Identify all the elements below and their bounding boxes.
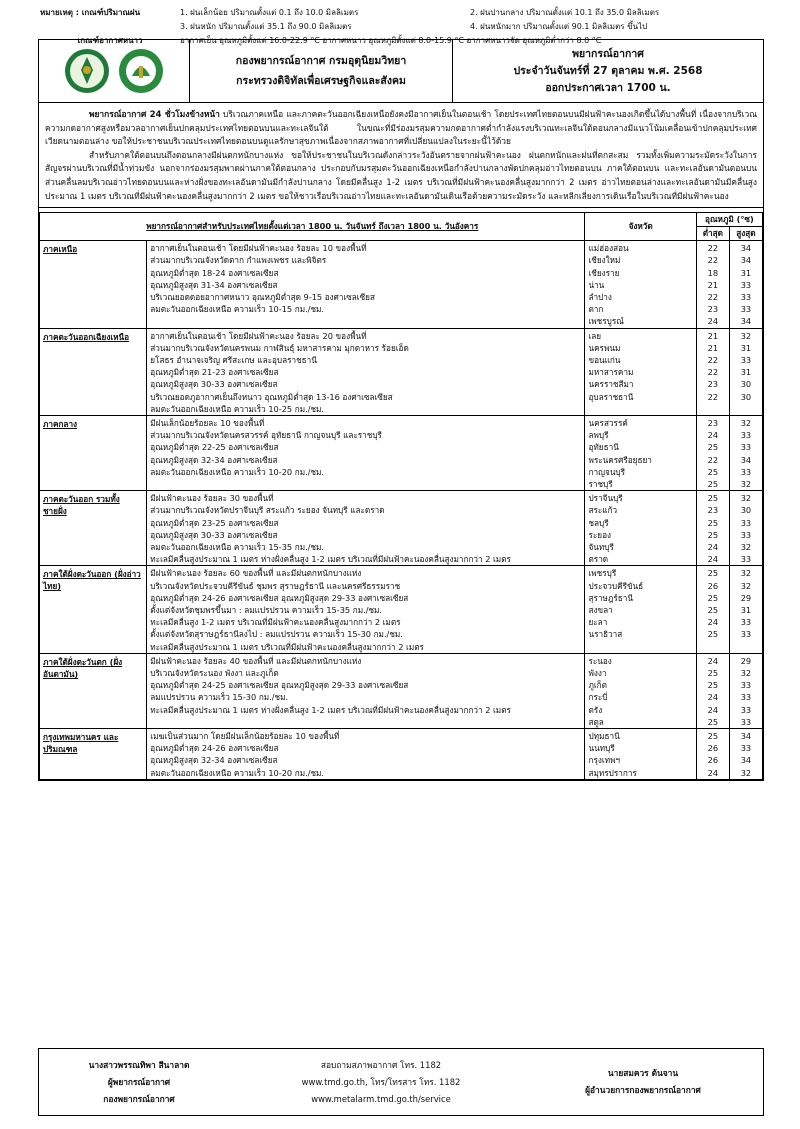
min-temp: 22 [707, 454, 719, 465]
province-list [585, 653, 696, 728]
description-line: เมฆเป็นส่วนมาก โดยมีฝนเล็กน้อยร้อยละ 10 ของพื้นที่ [150, 731, 340, 742]
rain-criteria-4: 4. ฝนหนักมาก ปริมาณตั้งแต่ 90.1 มิลลิเมตร ขึ้นไป [470, 22, 648, 31]
forecast-title-block [453, 40, 763, 102]
max-temp: 31 [740, 367, 752, 378]
max-temp: 33 [740, 354, 752, 365]
min-temp: 18 [707, 267, 719, 278]
min-temp-list [696, 491, 729, 566]
min-temp-list [696, 241, 729, 328]
min-temp: 22 [707, 367, 719, 378]
province-name: เชียงราย [588, 267, 620, 278]
summary-lead: พยากรณ์อากาศ 24 ชั่วโมงข้างหน้า [89, 109, 220, 119]
province-name: อุบลราชธานี [588, 391, 634, 402]
province-name: เชียงใหม่ [588, 255, 621, 266]
province-name: เพชรบุรี [588, 568, 617, 579]
province-name: มหาสารคาม [588, 367, 634, 378]
region-row [40, 491, 763, 566]
min-temp: 23 [707, 418, 719, 428]
province-name: สุราษฎร์ธานี [588, 592, 633, 603]
province-name: กาญจนบุรี [588, 466, 626, 477]
description-line: มีฝนฟ้าคะนอง ร้อยละ 60 ของพื้นที่ และมีฝนตกหนักบางแห่ง [150, 568, 362, 579]
min-temp: 22 [707, 255, 719, 266]
min-temp: 22 [707, 291, 719, 302]
region-row [40, 241, 763, 328]
description-line: อุณหภูมิต่ำสุด 23-25 องศาเซลเซียส [150, 517, 279, 528]
min-temp: 23 [707, 505, 719, 516]
province-name: ประจวบคีรีขันธ์ [588, 580, 644, 591]
region-description [147, 566, 585, 653]
max-temp-list [729, 416, 762, 491]
tmd-emblem-icon [64, 48, 110, 94]
min-temp: 23 [707, 379, 719, 390]
description-line: อุณหภูมิต่ำสุด 18-24 องศาเซลเซียส [150, 267, 279, 278]
province-name: แม่ฮ่องสอน [588, 243, 629, 254]
region-description [147, 241, 585, 328]
max-temp: 30 [740, 379, 752, 390]
min-temp: 24 [707, 617, 719, 628]
director-role: ผู้อำนวยการกองพยากรณ์อากาศ [585, 1085, 701, 1095]
region-row [40, 416, 763, 491]
province-list [585, 328, 696, 415]
province-name: กระบี่ [588, 692, 608, 703]
max-temp: 32 [740, 479, 752, 490]
province-name: ตราด [588, 554, 609, 565]
region-name: กรุงเทพมหานคร และปริมณฑล [40, 729, 147, 780]
description-line: ส่วนมากบริเวณจังหวัดตาก กำแพงเพชร และพิจิตร [150, 255, 327, 266]
max-temp-list [729, 491, 762, 566]
document-header [39, 40, 763, 103]
province-list [585, 729, 696, 780]
max-temp: 34 [740, 755, 752, 766]
min-temp: 21 [707, 279, 719, 290]
description-line: บริเวณยอดดอยอากาศหนาว อุณหภูมิต่ำสุด 9-15 องศาเซลเซียส [150, 291, 375, 302]
ministry-emblem-icon [118, 48, 164, 94]
min-temp: 25 [707, 592, 719, 603]
province-name: พระนครศรีอยุธยา [588, 454, 652, 465]
rain-criteria-2: 2. ฝนปานกลาง ปริมาณตั้งแต่ 10.1 ถึง 35.0 มิลลิเมตร [470, 8, 660, 17]
province-name: ภูเก็ต [588, 680, 607, 691]
signature-footer [38, 1048, 764, 1116]
description-line: ทะเลมีคลื่นสูงประมาณ 1 เมตร ห่างฝั่งคลื่นสูง 1-2 เมตร บริเวณที่มีฝนฟ้าคะนองคลื่นสูงมากกว่า 2 เมตร [150, 554, 511, 565]
province-name: สระแก้ว [588, 505, 618, 516]
min-temp: 25 [707, 668, 719, 679]
cold-criteria-label: เกณฑ์อากาศหนาว [77, 36, 143, 45]
region-row [40, 729, 763, 780]
max-temp: 31 [740, 267, 752, 278]
region-row [40, 566, 763, 653]
description-line: มีฝนเล็กน้อยร้อยละ 10 ของพื้นที่ [150, 418, 265, 428]
region-name: ภาคตะวันออกเฉียงเหนือ [40, 328, 147, 415]
province-name: นราธิวาส [588, 629, 623, 640]
min-temp: 25 [707, 517, 719, 528]
summary-paragraph-1 [45, 108, 757, 149]
max-temp: 34 [740, 255, 752, 266]
contact-website[interactable]: www.tmd.go.th, โทร/โทรสาร โทร. 1182 [301, 1076, 461, 1087]
description-line: ส่วนมากบริเวณจังหวัดปราจีนบุรี สระแก้ว ระยอง จันทบุรี และตราด [150, 505, 385, 516]
description-line: ตั้งแต่จังหวัดชุมพรขึ้นมา : ลมแปรปรวน ความเร็ว 15-35 กม./ชม. [150, 605, 383, 616]
forecast-table-wrap [39, 212, 763, 780]
description-line: บริเวณยอดภูอากาศเย็นถึงหนาว อุณหภูมิต่ำสุด 13-16 องศาเซลเซียส [150, 391, 393, 402]
province-name: น่าน [588, 279, 605, 290]
province-name: พังงา [588, 668, 607, 679]
province-name: ปราจีนบุรี [588, 493, 623, 504]
max-temp: 33 [740, 680, 752, 691]
max-temp: 32 [740, 568, 752, 579]
min-temp: 26 [707, 743, 719, 754]
contact-block [239, 1049, 523, 1115]
min-temp-list [696, 729, 729, 780]
province-name: จันทบุรี [588, 542, 614, 553]
province-list [585, 566, 696, 653]
min-temp: 24 [707, 542, 719, 553]
description-line: ทะเลมีคลื่นสูง 1-2 เมตร บริเวณที่มีฝนฟ้าคะนองคลื่นสูงมากกว่า 2 เมตร [150, 617, 401, 628]
description-line: อากาศเย็นในตอนเช้า โดยมีฝนฟ้าคะนอง ร้อยละ 20 ของพื้นที่ [150, 330, 367, 341]
forecast-table [39, 212, 763, 780]
organization-block [190, 40, 453, 102]
description-line: อุณหภูมิสูงสุด 30-33 องศาเซลเซียส [150, 529, 278, 540]
max-temp-list [729, 566, 762, 653]
col-min: ต่ำสุด [696, 227, 729, 241]
max-temp: 33 [740, 291, 752, 302]
min-temp: 25 [707, 629, 719, 640]
description-line: อุณหภูมิสูงสุด 31-34 องศาเซลเซียส [150, 279, 278, 290]
min-temp: 25 [707, 466, 719, 477]
province-name: ขอนแก่น [588, 354, 621, 365]
rain-criteria-3: 3. ฝนหนัก ปริมาณตั้งแต่ 35.1 ถึง 90.0 มิลลิเมตร [180, 22, 352, 31]
max-temp: 34 [740, 243, 752, 254]
min-temp: 26 [707, 580, 719, 591]
description-line: บริเวณจังหวัดประจวบคีรีขันธ์ ชุมพร สุราษฎร์ธานี และนครศรีธรรมราช [150, 580, 401, 591]
min-temp: 24 [707, 430, 719, 441]
province-name: ยะลา [588, 617, 608, 628]
region-description [147, 653, 585, 728]
col-province: จังหวัด [585, 213, 696, 241]
description-line: อุณหภูมิต่ำสุด 24-26 องศาเซลเซียส [150, 743, 279, 754]
province-name: ตาก [588, 304, 604, 315]
province-name: สตูล [588, 716, 604, 727]
min-temp: 24 [707, 554, 719, 565]
min-temp-list [696, 653, 729, 728]
max-temp: 30 [740, 391, 752, 402]
province-name: ลพบุรี [588, 430, 609, 441]
max-temp: 33 [740, 279, 752, 290]
logo-group [39, 40, 190, 102]
description-line: มีฝนฟ้าคะนอง ร้อยละ 40 ของพื้นที่ และมีฝนตกหนักบางแห่ง [150, 655, 362, 666]
summary-text-1: บริเวณภาคเหนือ และภาคตะวันออกเฉียงเหนือยังคงมีอากาศเย็นในตอนเช้า โดยประเทศไทยตอนบนมีฝนฟ้าคะนองเกิดขึ้นได้บางพื้นที่ เนื่องจากบริเวณความกดอากาศสูงหรือมวลอากาศเย็นปกคลุมประเทศไทยตอนบนและทะเลจีนใต้ ในขณะที่มีร่องมรสุมความกดอากาศต่ำกำลังแรงบริเวณทะเลจีนใต้ตอนกลางมีแนวโน้มเคลื่อนเข้าปกคลุมประเทศเวียดนามตอนล่าง ขอให้ประชาชนบริเวณประเทศไทยตอนบนดูแลรักษาสุขภาพเนื่องจากสภาพอากาศที่เปลี่ยนแปลงในระยะนี้ไว้ด้วย [45, 109, 757, 147]
max-temp: 32 [740, 767, 752, 778]
description-line: ยโสธร อำนาจเจริญ ศรีสะเกษ และอุบลราชธานี [150, 354, 317, 365]
max-temp: 33 [740, 743, 752, 754]
province-name: ตรัง [588, 704, 603, 715]
min-temp: 22 [707, 354, 719, 365]
description-line: อากาศเย็นในตอนเช้า โดยมีฝนฟ้าคะนอง ร้อยละ 10 ของพื้นที่ [150, 243, 367, 254]
max-temp: 33 [740, 430, 752, 441]
min-temp: 22 [707, 243, 719, 254]
max-temp: 34 [740, 454, 752, 465]
province-list [585, 416, 696, 491]
description-line: ตั้งแต่จังหวัดสุราษฎร์ธานีลงไป : ลมแปรปรวน ความเร็ว 15-30 กม./ชม. [150, 629, 403, 640]
min-temp: 21 [707, 342, 719, 353]
min-temp: 25 [707, 568, 719, 579]
min-temp: 22 [707, 391, 719, 402]
summary-paragraph-2: สำหรับภาคใต้ตอนบนถึงตอนกลางมีฝนตกหนักบางแห่ง ขอให้ประชาชนในบริเวณดังกล่าวระวังอันตรายจากฝนฟ้าคะนอง ฝนตกหนักและฝนที่ตกสะสม รวมทั้งเพิ่มความระมัดระวังในการสัญจรผ่านบริเวณที่มีน้ำท่วมขัง นอกจากร่องมรสุมพาดผ่านภาคใต้ตอนกลาง ประกอบกับมรสุมตะวันออกเฉียงเหนือกำลังปานกลางพัดปกคลุมอ่าวไทยตอนบน ภาคใต้ตอนบน และทะเลอันดามันตอนบน ส่วนคลื่นลมบริเวณอ่าวไทยตอนบนและห่างฝั่งของทะเลอันดามันมีกำลังปานกลาง โดยมีคลื่นสูง 1-2 เมตร บริเวณที่มีฝนฟ้าคะนองคลื่นสูงมากกว่า 2 เมตร อ่าวไทยตอนล่างและทะเลอันดามันมีคลื่นสูงประมาณ 1 เมตร บริเวณที่มีฝนฟ้าคะนองคลื่นสูงมากกว่า 2 เมตร ขอให้ชาวเรือบริเวณอ่าวไทยและทะเลอันดามันเดินเรือด้วยความระมัดระวัง และหลีกเลี่ยงการเดินเรือในบริเวณที่มีฝนฟ้าคะนอง [45, 149, 757, 201]
max-temp: 33 [740, 442, 752, 453]
forecast-date: ประจำวันจันทร์ที่ 27 ตุลาคม พ.ศ. 2568 [513, 64, 703, 77]
max-temp: 33 [740, 692, 752, 703]
min-temp-list [696, 566, 729, 653]
min-temp: 25 [707, 442, 719, 453]
province-name: ราชบุรี [588, 479, 613, 490]
contact-service-link[interactable]: www.metalarm.tmd.go.th/service [311, 1093, 451, 1104]
max-temp-list [729, 241, 762, 328]
min-temp-list [696, 328, 729, 415]
region-name: ภาคตะวันออก รวมทั้งชายฝั่ง [40, 491, 147, 566]
region-description [147, 729, 585, 780]
forecaster-role: ผู้พยากรณ์อากาศ [107, 1076, 171, 1087]
rain-criteria-label: หมายเหตุ : เกณฑ์ปริมาณฝน [40, 8, 141, 17]
min-temp: 21 [707, 330, 719, 341]
cold-criteria: อากาศเย็น อุณหภูมิตั้งแต่ 16.0-22.9 °C อากาศหนาว อุณหภูมิตั้งแต่ 8.0-15.9 °C อากาศหนาวจัด อุณหภูมิต่ำกว่า 8.0 °C [180, 36, 602, 45]
province-name: ลำปาง [588, 291, 612, 302]
description-line: บริเวณจังหวัดระนอง พังงา และภูเก็ต [150, 668, 279, 679]
description-line: อุณหภูมิสูงสุด 30-33 องศาเซลเซียส [150, 379, 278, 390]
description-line: อุณหภูมิต่ำสุด 24-26 องศาเซลเซียส อุณหภูมิสูงสุด 29-33 องศาเซลเซียส [150, 592, 409, 603]
description-line: ลมตะวันออกเฉียงเหนือ ความเร็ว 10-20 กม./ชม. [150, 767, 325, 778]
ministry-name: กระทรวงดิจิทัลเพื่อเศรษฐกิจและสังคม [236, 75, 406, 87]
forecaster-name: นางสาวพรรณทิพา สีนาลาด [88, 1059, 190, 1070]
min-temp: 23 [707, 304, 719, 315]
region-description [147, 328, 585, 415]
province-name: กรุงเทพฯ [588, 755, 621, 766]
max-temp: 33 [740, 466, 752, 477]
max-temp: 32 [740, 493, 752, 504]
description-line: ลมตะวันออกเฉียงเหนือ ความเร็ว 10-25 กม./ชม. [150, 403, 325, 414]
min-temp: 25 [707, 731, 719, 742]
province-name: นครพนม [588, 342, 621, 353]
forecast-title: พยากรณ์อากาศ [572, 47, 644, 60]
description-line: ส่วนมากบริเวณจังหวัดนครสวรรค์ อุทัยธานี กาญจนบุรี และราชบุรี [150, 430, 382, 441]
region-name: ภาคกลาง [40, 416, 147, 491]
province-name: นครสวรรค์ [588, 418, 628, 428]
description-line: ส่วนมากบริเวณจังหวัดนครพนม กาฬสินธุ์ มหาสารคาม มุกดาหาร ร้อยเอ็ด [150, 342, 409, 353]
director-name: นายสมควร ต้นจาน [607, 1068, 679, 1078]
forecaster-block [39, 1049, 239, 1115]
description-line: ทะเลมีคลื่นสูงประมาณ 1 เมตร ห่างฝั่งคลื่นสูง 1-2 เมตร บริเวณที่มีฝนฟ้าคะนองคลื่นสูงมากกว่า 2 เมตร [150, 704, 511, 715]
province-name: ระยอง [588, 529, 611, 540]
min-temp: 25 [707, 680, 719, 691]
region-name: ภาคใต้ฝั่งตะวันตก (ฝั่งอันดามัน) [40, 653, 147, 728]
region-name: ภาคเหนือ [40, 241, 147, 328]
max-temp-list [729, 653, 762, 728]
max-temp: 33 [740, 629, 752, 640]
min-temp: 25 [707, 493, 719, 504]
description-line: ลมตะวันออกเฉียงเหนือ ความเร็ว 10-20 กม./ชม. [150, 466, 325, 477]
max-temp: 34 [740, 316, 752, 327]
min-temp: 25 [707, 479, 719, 490]
province-name: นครราชสีมา [588, 379, 634, 390]
max-temp-list [729, 729, 762, 780]
max-temp: 31 [740, 342, 752, 353]
max-temp: 32 [740, 330, 752, 341]
province-name: เพชรบูรณ์ [588, 316, 624, 327]
description-line: มีฝนฟ้าคะนอง ร้อยละ 30 ของพื้นที่ [150, 493, 274, 504]
max-temp: 33 [740, 554, 752, 565]
province-name: ระนอง [588, 655, 612, 666]
max-temp: 33 [740, 716, 752, 727]
max-temp: 33 [740, 517, 752, 528]
max-temp: 32 [740, 580, 752, 591]
min-temp: 25 [707, 605, 719, 616]
description-line: ทะเลมีคลื่นสูงประมาณ 1 เมตร บริเวณที่มีฝนฟ้าคะนองคลื่นสูงมากกว่า 2 เมตร [150, 641, 424, 652]
min-temp-list [696, 416, 729, 491]
rain-criteria-1: 1. ฝนเล็กน้อย ปริมาณตั้งแต่ 0.1 ถึง 10.0 มิลลิเมตร [180, 8, 359, 17]
min-temp: 24 [707, 316, 719, 327]
max-temp-list [729, 328, 762, 415]
max-temp: 34 [740, 731, 752, 742]
max-temp: 31 [740, 605, 752, 616]
province-name: ชลบุรี [588, 517, 609, 528]
col-temperature: อุณหภูมิ (°ซ) [696, 213, 762, 227]
description-line: ลมตะวันออกเฉียงเหนือ ความเร็ว 15-35 กม./ชม. [150, 542, 325, 553]
document-frame [38, 39, 764, 781]
max-temp: 32 [740, 668, 752, 679]
province-list [585, 241, 696, 328]
province-name: อุทัยธานี [588, 442, 619, 453]
description-line: อุณหภูมิสูงสุด 32-34 องศาเซลเซียส [150, 755, 278, 766]
min-temp: 26 [707, 755, 719, 766]
issue-time: ออกประกาศเวลา 1700 น. [545, 81, 671, 94]
region-row [40, 328, 763, 415]
max-temp: 33 [740, 529, 752, 540]
min-temp: 25 [707, 716, 719, 727]
max-temp: 29 [740, 655, 752, 666]
max-temp: 33 [740, 617, 752, 628]
region-description [147, 416, 585, 491]
region-description [147, 491, 585, 566]
forecaster-division: กองพยากรณ์อากาศ [103, 1093, 175, 1104]
province-name: สมุทรปราการ [588, 767, 637, 778]
province-name: นนทบุรี [588, 743, 615, 754]
min-temp: 24 [707, 692, 719, 703]
max-temp: 32 [740, 418, 752, 428]
max-temp: 33 [740, 704, 752, 715]
forecast-summary [39, 103, 763, 208]
description-line: ลมแปรปรวน ความเร็ว 15-30 กม./ชม. [150, 692, 289, 703]
province-name: เลย [588, 330, 602, 341]
max-temp: 32 [740, 542, 752, 553]
org-name: กองพยากรณ์อากาศ กรมอุตุนิยมวิทยา [235, 55, 407, 67]
max-temp: 30 [740, 505, 752, 516]
description-line: ลมตะวันออกเฉียงเหนือ ความเร็ว 10-15 กม./ชม. [150, 304, 325, 315]
director-block [523, 1049, 763, 1115]
min-temp: 24 [707, 704, 719, 715]
description-line: อุณหภูมิต่ำสุด 24-25 องศาเซลเซียส อุณหภูมิสูงสุด 29-33 องศาเซลเซียส [150, 680, 409, 691]
province-list [585, 491, 696, 566]
contact-phone: สอบถามสภาพอากาศ โทร. 1182 [320, 1059, 442, 1070]
description-line: อุณหภูมิต่ำสุด 21-23 องศาเซลเซียส [150, 367, 279, 378]
min-temp: 24 [707, 767, 719, 778]
description-line: อุณหภูมิต่ำสุด 22-25 องศาเซลเซียส [150, 442, 279, 453]
col-max: สูงสุด [729, 227, 762, 241]
province-name: ปทุมธานี [588, 731, 620, 742]
max-temp: 33 [740, 304, 752, 315]
description-line: อุณหภูมิสูงสุด 32-34 องศาเซลเซียส [150, 454, 278, 465]
region-row [40, 653, 763, 728]
min-temp: 25 [707, 529, 719, 540]
min-temp: 24 [707, 655, 719, 666]
table-heading: พยากรณ์อากาศสำหรับประเทศไทยตั้งแต่เวลา 1800 น. วันจันทร์ ถึงเวลา 1800 น. วันอังคาร [40, 213, 585, 241]
max-temp: 29 [740, 592, 752, 603]
region-name: ภาคใต้ฝั่งตะวันออก (ฝั่งอ่าวไทย) [40, 566, 147, 653]
province-name: สงขลา [588, 605, 613, 616]
